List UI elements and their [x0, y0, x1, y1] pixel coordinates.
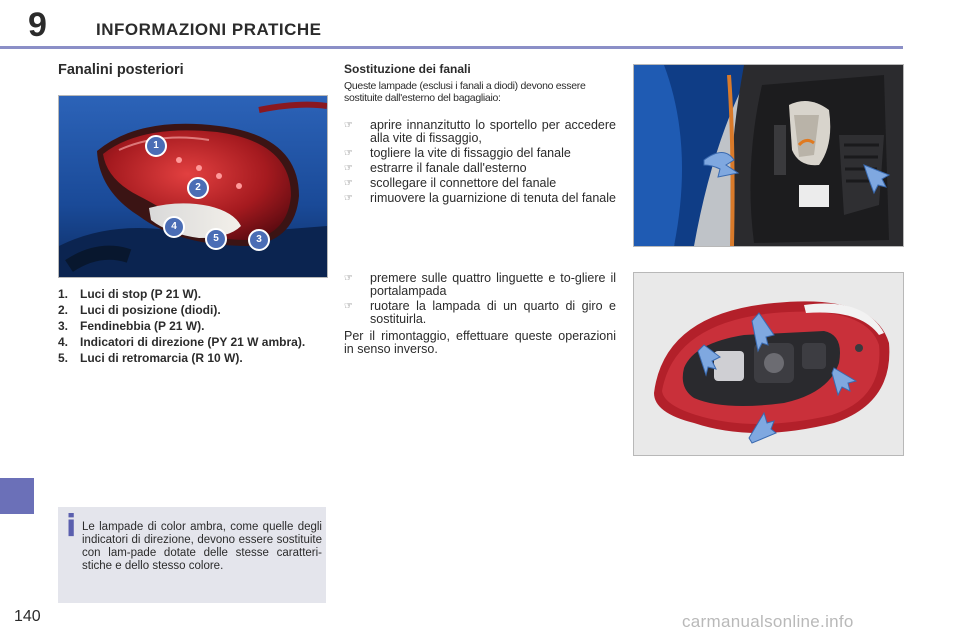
section-title: Fanalini posteriori — [58, 62, 184, 78]
step-text: premere sulle quattro linguette e to-gliere il portalampada — [370, 271, 616, 298]
list-item — [58, 302, 330, 318]
callout-layer — [58, 95, 326, 276]
list-item — [58, 334, 330, 350]
removal-steps — [344, 119, 616, 207]
list-item-number: 1. — [58, 287, 69, 301]
list-item — [344, 272, 616, 298]
header-rule — [0, 46, 903, 49]
step-text: estrarre il fanale dall'esterno — [370, 161, 527, 175]
callout-marker: 2 — [187, 177, 209, 199]
step-text: scollegare il connettore del fanale — [370, 176, 557, 190]
pointing-hand-icon: ☞ — [344, 178, 353, 189]
step-text: togliere la vite di fissaggio del fanale — [370, 146, 571, 160]
chapter-side-tab — [0, 478, 34, 514]
replacement-intro: Queste lampade (esclusi i fanali a diodi) devono essere sostituite dall'esterno del bagagliaio: — [344, 80, 586, 104]
list-item — [344, 192, 616, 205]
info-note-text: Le lampade di color ambra, come quelle degli indicatori di direzione, devono essere sostituite con lam-pade dotate delle stesse caratteri-stiche e dello stesso colore. — [82, 521, 322, 572]
step-text: ruotare la lampada di un quarto di giro e sostituirla. — [370, 299, 616, 326]
callout-marker: 5 — [205, 228, 227, 250]
pointing-hand-icon: ☞ — [344, 120, 353, 131]
step-text: aprire innanzitutto lo sportello per accedere alla vite di fissaggio, — [370, 118, 616, 145]
list-item — [344, 177, 616, 190]
list-item-number: 3. — [58, 319, 69, 333]
pointing-hand-icon: ☞ — [344, 163, 353, 174]
info-note — [58, 507, 326, 603]
page-number: 140 — [14, 608, 41, 625]
pointing-hand-icon: ☞ — [344, 148, 353, 159]
callout-marker: 3 — [248, 229, 270, 251]
list-item — [58, 350, 330, 366]
reassembly-note: Per il rimontaggio, effettuare queste operazioni in senso inverso. — [344, 329, 616, 356]
chapter-title: INFORMAZIONI PRATICHE — [96, 20, 322, 39]
list-item-text: Luci di stop (P 21 W). — [80, 287, 202, 301]
list-item — [344, 162, 616, 175]
chapter-number: 9 — [28, 6, 47, 44]
list-item — [344, 119, 616, 145]
callout-marker: 1 — [145, 135, 167, 157]
list-item — [58, 286, 330, 302]
list-item — [344, 147, 616, 160]
list-item-text: Indicatori di direzione (PY 21 W ambra). — [80, 335, 306, 349]
list-item-number: 4. — [58, 335, 69, 349]
pointing-hand-icon: ☞ — [344, 273, 353, 284]
pointing-hand-icon: ☞ — [344, 193, 353, 204]
list-item — [344, 300, 616, 326]
callout-marker: 4 — [163, 216, 185, 238]
lamp-holder-photo — [633, 272, 904, 456]
replacement-title: Sostituzione dei fanali — [344, 62, 471, 76]
bulb-steps — [344, 272, 616, 328]
pointing-hand-icon: ☞ — [344, 301, 353, 312]
list-item-text: Luci di retromarcia (R 10 W). — [80, 351, 243, 365]
watermark: carmanualsonline.info — [682, 612, 854, 631]
list-item-number: 5. — [58, 351, 69, 365]
list-item — [58, 318, 330, 334]
list-item-text: Fendinebbia (P 21 W). — [80, 319, 205, 333]
bulb-list — [58, 286, 330, 366]
list-item-number: 2. — [58, 303, 69, 317]
step-text: rimuovere la guarnizione di tenuta del fanale — [370, 191, 616, 205]
list-item-text: Luci di posizione (diodi). — [80, 303, 221, 317]
info-icon: i — [66, 509, 77, 544]
trunk-access-photo — [633, 64, 904, 247]
